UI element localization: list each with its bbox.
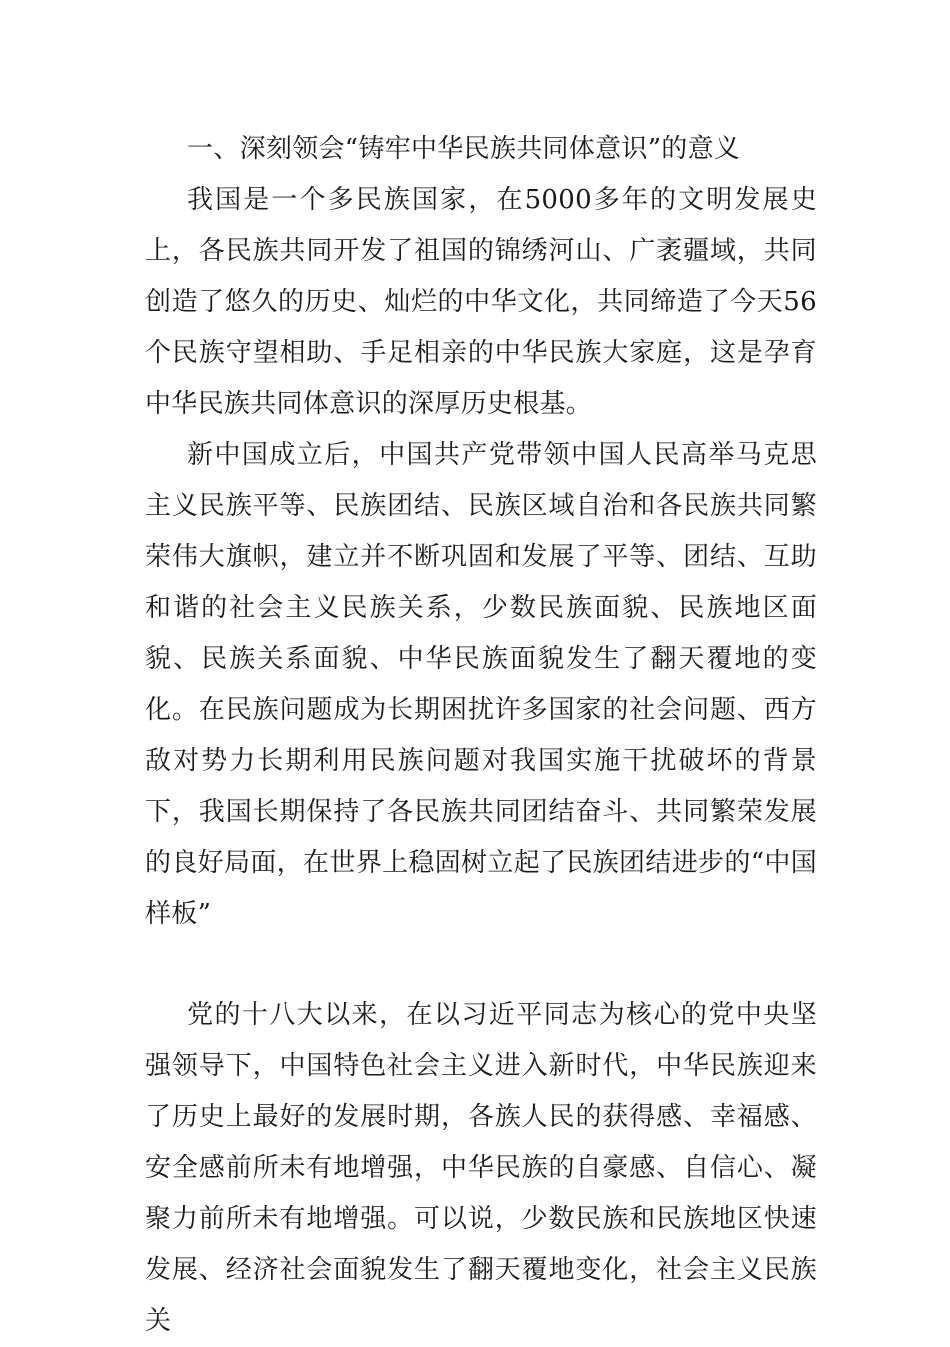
section-heading: 一、深刻领会“铸牢中华民族共同体意识”的意义: [187, 134, 741, 164]
paragraph-new-era: 党的十八大以来，在以习近平同志为核心的党中央坚强领导下，中国特色社会主义进入新时代，中华民族迎来了历史上最好的发展时期，各族人民的获得感、幸福感、安全感前所未有地增强，中华民族的自豪感、自信心、凝聚力前所未有地增强。可以说，少数民族和民族地区快速发展、经济社会面貌发生了翻天覆地变化，社会主义民族关: [145, 1000, 817, 1336]
paragraph-new-china: 新中国成立后，中国共产党带领中国人民高举马克思主义民族平等、民族团结、民族区域自治和各民族共同繁荣伟大旗帜，建立并不断巩固和发展了平等、团结、互助和谐的社会主义民族关系，少数民族面貌、民族地区面貌、民族关系面貌、中华民族面貌发生了翻天覆地的变化。在民族问题成为长期困扰许多国家的社会问题、西方敌对势力长期利用民族问题对我国实施干扰破坏的背景下，我国长期保持了各民族共同团结奋斗、共同繁荣发展的良好局面，在世界上稳固树立起了民族团结进步的“中国样板”: [145, 440, 817, 929]
paragraph-history: 我国是一个多民族国家，在5000多年的文明发展史上，各民族共同开发了祖国的锦绣河山、广袤疆域，共同创造了悠久的历史、灿烂的中华文化，共同缔造了今天56个民族守望相助、手足相亲的中华民族大家庭，这是孕育中华民族共同体意识的深厚历史根基。: [145, 185, 817, 419]
document-body: [145, 124, 817, 1347]
paragraph-gap: [145, 940, 817, 990]
